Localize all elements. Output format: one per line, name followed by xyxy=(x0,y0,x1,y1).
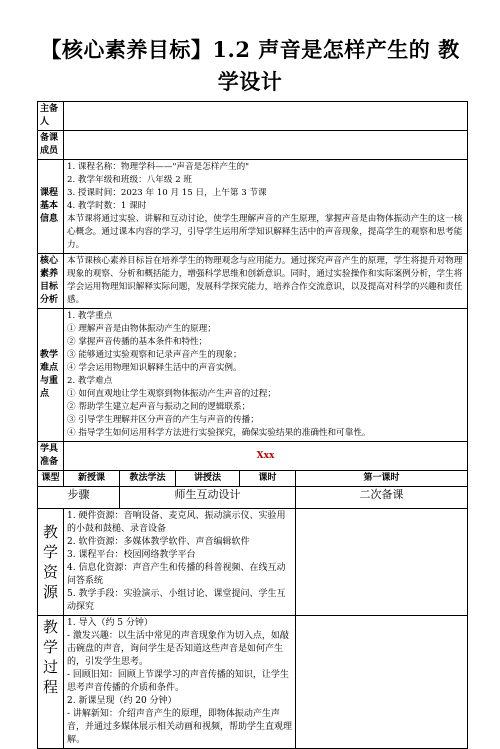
resource-line: 3. 课程平台：校园网络教学平台 xyxy=(67,550,196,560)
key-line: 1. 教学重点 xyxy=(67,311,113,321)
info-line: 4. 教学时数：1 课时 xyxy=(67,201,147,211)
members-value xyxy=(64,131,468,160)
hours-label: 课时 xyxy=(240,471,296,487)
method-value: 讲授法 xyxy=(176,471,240,487)
core-paragraph: 本节课核心素养目标旨在培养学生的物理观念与应用能力。通过探究声音产生的原理，学生将提升对物理现象的观察、分析和概括能力，增强科学思维和创新意识。同时，通过实验操作和实际案例分析，学生将学会运用物理知识解释实际问题，发展科学探究能力，培养合作交流意识，以及提高对科学的兴趣和责任感。 xyxy=(67,256,463,305)
title-line-1: 【核心素养目标】1.2 声音是怎样产生的 教 xyxy=(40,37,460,62)
type-label: 课型 xyxy=(38,471,64,487)
info-line: 2. 教学年级和班级：八年级 2 班 xyxy=(67,175,192,185)
process-content xyxy=(64,616,296,749)
key-line: 2. 教学难点 xyxy=(67,376,113,386)
info-label: 课程基本信息 xyxy=(38,160,64,254)
info-line: 1. 课程名称：物理学科——"声音是怎样产生的" xyxy=(67,162,250,172)
process-label: 教学过程 xyxy=(38,616,64,749)
step-row xyxy=(38,487,468,509)
key-line: ③ 引导学生理解并区分声音的产生与声音的传播； xyxy=(67,415,259,425)
resource-line: 2. 软件资源：多媒体教学软件、声音编辑软件 xyxy=(67,537,250,547)
key-line: ④ 指导学生如何运用科学方法进行实验探究，确保实验结果的准确性和可靠性。 xyxy=(67,428,371,438)
key-line: ② 帮助学生建立起声音与振动之间的逻辑联系； xyxy=(67,402,251,412)
title-line-2: 学设计 xyxy=(217,69,283,94)
core-label: 核心素养目标分析 xyxy=(38,254,64,309)
key-label: 教学难点与重点 xyxy=(38,309,64,442)
second-prep-label: 二次备课 xyxy=(296,487,468,509)
hours-value: 第一课时 xyxy=(296,471,468,487)
resource-line: 4. 信息化资源：声音产生和传播的科普视频、在线互动问答系统 xyxy=(67,563,286,586)
students-label: 学具准备 xyxy=(38,442,64,471)
resources-label: 教学资源 xyxy=(38,509,64,616)
lesson-plan-table xyxy=(37,101,468,749)
students-value: Xxx xyxy=(64,442,468,471)
resources-content xyxy=(64,509,296,616)
interaction-label: 师生互动设计 xyxy=(120,487,296,509)
resource-line: 1. 硬件资源：音响设备、麦克风、振动演示仪、实验用的小鼓和鼓槌、录音设备 xyxy=(67,511,286,534)
process-line: - 回顾旧知：回顾上节课学习的声音传播的知识，让学生思考声音传播的介质和条件。 xyxy=(67,670,289,693)
method-label: 教法学法 xyxy=(120,471,176,487)
key-line: ④ 学会运用物理知识解释生活中的声音实例。 xyxy=(67,363,242,373)
resources-row xyxy=(38,509,468,616)
resource-line: 5. 教学手段：实验演示、小组讨论、课堂提问、学生互动探究 xyxy=(67,589,286,612)
key-row xyxy=(38,309,468,442)
document-title xyxy=(0,34,500,98)
presenter-value xyxy=(64,102,468,131)
info-paragraph: 本节课将通过实验、讲解和互动讨论，使学生理解声音的产生原理，掌握声音是由物体振动产生的这一核心概念。通过课本内容的学习，引导学生运用所学知识解释生活中的声音现象，提高学生的观察和思考能力。 xyxy=(67,214,463,250)
members-row xyxy=(38,131,468,160)
key-line: ① 理解声音是由物体振动产生的原理； xyxy=(67,324,216,334)
key-line: ② 掌握声音传播的基本条件和特性； xyxy=(67,337,208,347)
presenter-row xyxy=(38,102,468,131)
members-label: 备课成员 xyxy=(38,131,64,160)
process-row xyxy=(38,616,468,749)
key-line: ③ 能够通过实验观察和记录声音产生的现象； xyxy=(67,350,242,360)
step-label: 步骤 xyxy=(38,487,120,509)
info-line: 3. 授课时间：2023 年 10 月 15 日，上午第 3 节课 xyxy=(67,188,267,198)
core-row xyxy=(38,254,468,309)
key-line: ① 如何直观地让学生观察到物体振动产生声音的过程； xyxy=(67,389,276,399)
process-line: - 讲解新知：介绍声音产生的原理，即物体振动产生声音，并通过多媒体展示相关动画和视频，帮助学生直观理解。 xyxy=(67,709,293,745)
process-line: - 激发兴趣：以生活中常见的声音现象作为切入点，如敲击碗盘的声音，询问学生是否知道这些声音是如何产生的，引发学生思考。 xyxy=(67,631,289,667)
core-content xyxy=(64,254,468,309)
process-line: 1. 导入（约 5 分钟） xyxy=(67,618,153,628)
process-notes xyxy=(296,616,468,749)
presenter-label: 主备人 xyxy=(38,102,64,131)
process-line: 2. 新课呈现（约 20 分钟） xyxy=(67,696,177,706)
key-content xyxy=(64,309,468,442)
resources-notes xyxy=(296,509,468,616)
students-row xyxy=(38,442,468,471)
type-value: 新授课 xyxy=(64,471,120,487)
type-row xyxy=(38,471,468,487)
info-content xyxy=(64,160,468,254)
info-row xyxy=(38,160,468,254)
